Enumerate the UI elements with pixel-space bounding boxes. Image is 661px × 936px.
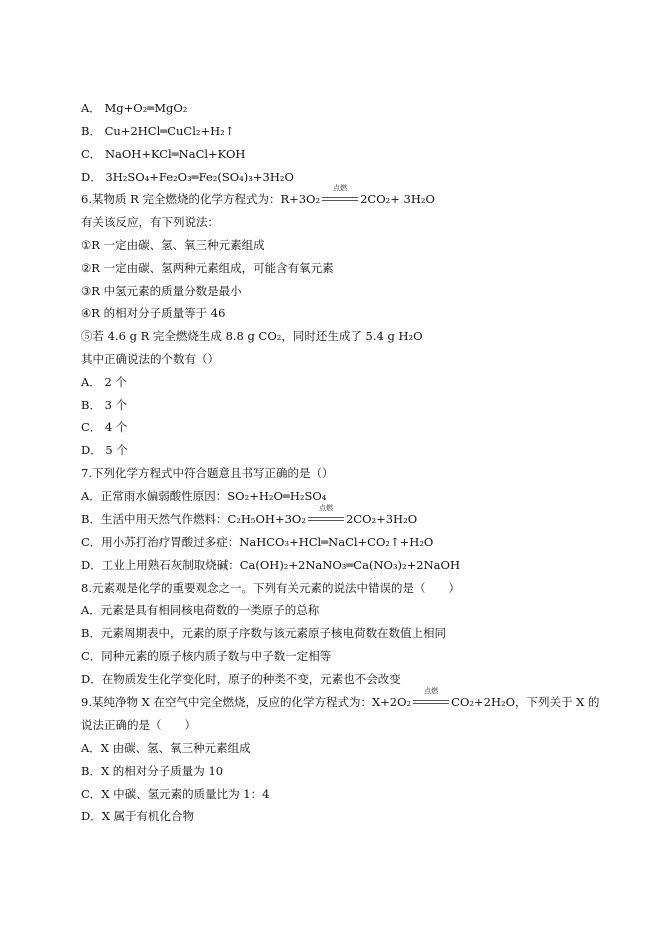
q6-statement-1: ①R 一定由碳、氢、氧三种元素组成 [81, 238, 265, 252]
q8-option-b: B．元素周期表中，元素的原子序数与该元素原子核电荷数在数值上相同 [81, 626, 446, 640]
q9-stem-lhs: 9.某纯净物 X 在空气中完全燃烧，反应的化学方程式为：X+2O₂ [81, 695, 412, 709]
q5-option-c: C． NaOH+KCl═NaCl+KOH [81, 147, 246, 161]
q9-option-d: D．X 属于有机化合物 [81, 809, 195, 823]
q6-stem [81, 184, 435, 207]
q6-statement-2: ②R 一定由碳、氢两种元素组成，可能含有氧元素 [81, 261, 334, 275]
q8-stem: 8.元素观是化学的重要观念之一。下列有关元素的说法中错误的是（ ） [81, 581, 460, 595]
q6-statement-4: ④R 的相对分子质量等于 46 [81, 306, 226, 320]
q9-stem-rhs: CO₂+2H₂O，下列关于 X 的 [451, 695, 600, 709]
q6-stem-lhs: 6.某物质 R 完全燃烧的化学方程式为：R+3O₂ [81, 192, 321, 206]
reaction-condition-arrow [412, 687, 450, 708]
condition-label: 点燃 [424, 687, 439, 695]
q5-option-a: A． Mg+O₂═MgO₂ [81, 101, 188, 115]
q6-statement-3: ③R 中氢元素的质量分数是最小 [81, 284, 242, 298]
q5-option-b: B． Cu+2HCl═CuCl₂+H₂↑ [81, 124, 235, 138]
q7-stem: 7.下列化学方程式中符合题意且书写正确的是（） [81, 466, 334, 480]
reaction-condition-arrow [307, 504, 345, 525]
q9-option-a: A．X 由碳、氢、氧三种元素组成 [81, 741, 251, 755]
q5-option-d: D． 3H₂SO₄+Fe₂O₃═Fe₂(SO₄)₃+3H₂O [81, 170, 294, 184]
condition-label: 点燃 [333, 184, 348, 192]
q7-option-b [81, 504, 418, 527]
q7-option-b-rhs: 2CO₂+3H₂O [345, 512, 418, 526]
q6-option-c: C． 4 个 [81, 420, 128, 434]
q7-option-b-lhs: B．生活中用天然气作燃料：C₂H₅OH+3O₂ [81, 512, 306, 526]
condition-label: 点燃 [318, 504, 333, 512]
q7-option-a: A．正常雨水偏弱酸性原因：SO₂+H₂O═H₂SO₄ [81, 489, 327, 503]
q6-intro: 有关该反应，有下列说法： [81, 215, 219, 229]
q7-option-d: D．工业上用熟石灰制取烧碱：Ca(OH)₂+2NaNO₃═Ca(NO₃)₂+2NaOH [81, 558, 460, 572]
q6-stem-rhs: 2CO₂+ 3H₂O [360, 192, 435, 206]
q9-option-b: B．X 的相对分子质量为 10 [81, 764, 224, 778]
q9-stem-continued: 说法正确的是（ ） [81, 718, 196, 732]
q6-option-b: B． 3 个 [81, 398, 128, 412]
q7-option-c: C．用小苏打治疗胃酸过多症：NaHCO₃+HCl═NaCl+CO₂↑+H₂O [81, 535, 434, 549]
q9-stem [81, 687, 600, 710]
q6-question: 其中正确说法的个数有（） [81, 352, 219, 366]
q8-option-d: D．在物质发生化学变化时，原子的种类不变，元素也不会改变 [81, 672, 401, 686]
reaction-condition-arrow [321, 184, 359, 205]
q6-option-a: A． 2 个 [81, 375, 127, 389]
q9-option-c: C．X 中碳、氢元素的质量比为 1：4 [81, 787, 270, 801]
q6-option-d: D． 5 个 [81, 443, 128, 457]
q6-statement-5: ⑤若 4.6 g R 完全燃烧生成 8.8 g CO₂，同时还生成了 5.4 g H₂O [81, 329, 423, 343]
q8-option-a: A．元素是具有相同核电荷数的一类原子的总称 [81, 603, 320, 617]
q8-option-c: C．同种元素的原子核内质子数与中子数一定相等 [81, 649, 332, 663]
